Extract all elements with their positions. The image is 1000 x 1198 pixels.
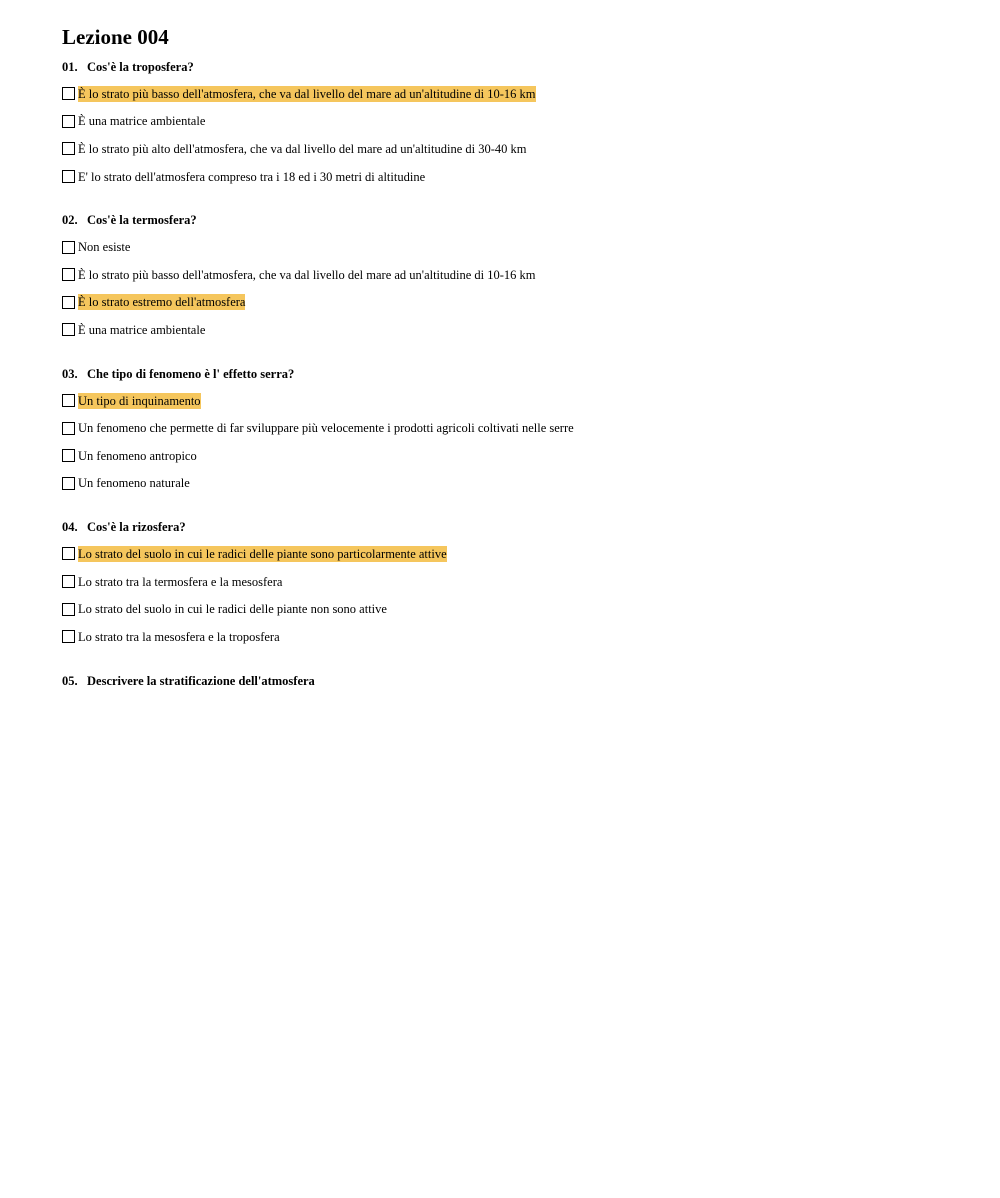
answer-checkbox[interactable] <box>62 394 75 407</box>
answer-text: Un fenomeno che permette di far sviluppare più velocemente i prodotti agricoli coltivati nelle serre <box>78 421 574 436</box>
question-header <box>62 58 962 76</box>
answer-checkbox[interactable] <box>62 87 75 100</box>
answer-text: Non esiste <box>78 240 131 255</box>
answer-checkbox[interactable] <box>62 142 75 155</box>
answer-list <box>62 80 962 190</box>
answer-text: Un fenomeno naturale <box>78 476 190 491</box>
answer-option[interactable] <box>62 595 962 623</box>
answer-checkbox[interactable] <box>62 630 75 643</box>
answer-text: E' lo strato dell'atmosfera compreso tra i 18 ed i 30 metri di altitudine <box>78 169 426 184</box>
page-title: Lezione 004 <box>62 25 169 49</box>
question-block <box>62 518 962 650</box>
answer-list <box>62 233 962 343</box>
answer-option[interactable] <box>62 289 962 317</box>
answer-checkbox[interactable] <box>62 170 75 183</box>
answer-text: Lo strato del suolo in cui le radici delle piante non sono attive <box>78 602 387 617</box>
question-number: 01. <box>62 60 78 74</box>
question-block <box>62 58 962 190</box>
answer-list <box>62 387 962 497</box>
question-header <box>62 518 962 536</box>
question-text: Cos'è la termosfera? <box>87 213 197 228</box>
answer-text-highlighted: È lo strato estremo dell'atmosfera <box>78 295 246 310</box>
answer-checkbox[interactable] <box>62 603 75 616</box>
answer-text: È lo strato più basso dell'atmosfera, che va dal livello del mare ad un'altitudine di 10-16 km <box>78 267 536 282</box>
answer-text-highlighted: Lo strato del suolo in cui le radici delle piante sono particolarmente attive <box>78 546 447 561</box>
answer-option[interactable] <box>62 540 962 568</box>
answer-text: Lo strato tra la termosfera e la mesosfera <box>78 574 283 589</box>
question-text: Descrivere la stratificazione dell'atmosfera <box>87 673 315 688</box>
answer-text: È una matrice ambientale <box>78 322 206 337</box>
answer-option[interactable] <box>62 316 962 344</box>
answer-checkbox[interactable] <box>62 296 75 309</box>
answer-text: Un fenomeno antropico <box>78 448 197 463</box>
answer-option[interactable] <box>62 135 962 163</box>
answer-text-highlighted: È lo strato più basso dell'atmosfera, che va dal livello del mare ad un'altitudine di 10-16 km <box>78 86 536 101</box>
answer-option[interactable] <box>62 80 962 108</box>
question-header <box>62 365 962 383</box>
answer-option[interactable] <box>62 470 962 498</box>
question-number: 02. <box>62 213 78 228</box>
question-header <box>62 672 962 690</box>
answer-option[interactable] <box>62 233 962 261</box>
answer-checkbox[interactable] <box>62 115 75 128</box>
answer-checkbox[interactable] <box>62 422 75 435</box>
answer-checkbox[interactable] <box>62 268 75 281</box>
answer-option[interactable] <box>62 163 962 191</box>
question-block <box>62 211 962 343</box>
answer-checkbox[interactable] <box>62 575 75 588</box>
question-block <box>62 365 962 497</box>
answer-checkbox[interactable] <box>62 449 75 462</box>
question-number: 05. <box>62 673 78 688</box>
answer-text: Lo strato tra la mesosfera e la troposfera <box>78 629 280 644</box>
question-text: Che tipo di fenomeno è l' effetto serra? <box>87 366 295 381</box>
question-list <box>62 58 962 690</box>
answer-option[interactable] <box>62 387 962 415</box>
question-number: 03. <box>62 366 78 381</box>
answer-checkbox[interactable] <box>62 547 75 560</box>
question-text: Cos'è la troposfera? <box>87 60 194 74</box>
answer-list <box>62 540 962 650</box>
answer-option[interactable] <box>62 442 962 470</box>
question-text: Cos'è la rizosfera? <box>87 520 186 535</box>
answer-option[interactable] <box>62 108 962 136</box>
question-header <box>62 211 962 229</box>
answer-option[interactable] <box>62 568 962 596</box>
answer-text: È lo strato più alto dell'atmosfera, che va dal livello del mare ad un'altitudine di 30-40 km <box>78 141 527 156</box>
answer-checkbox[interactable] <box>62 323 75 336</box>
answer-option[interactable] <box>62 414 962 442</box>
answer-text: È una matrice ambientale <box>78 114 206 129</box>
answer-option[interactable] <box>62 623 962 651</box>
answer-option[interactable] <box>62 261 962 289</box>
answer-checkbox[interactable] <box>62 477 75 490</box>
answer-text-highlighted: Un tipo di inquinamento <box>78 393 201 408</box>
document-page <box>62 24 962 711</box>
answer-checkbox[interactable] <box>62 241 75 254</box>
question-number: 04. <box>62 520 78 535</box>
question-block <box>62 672 962 690</box>
